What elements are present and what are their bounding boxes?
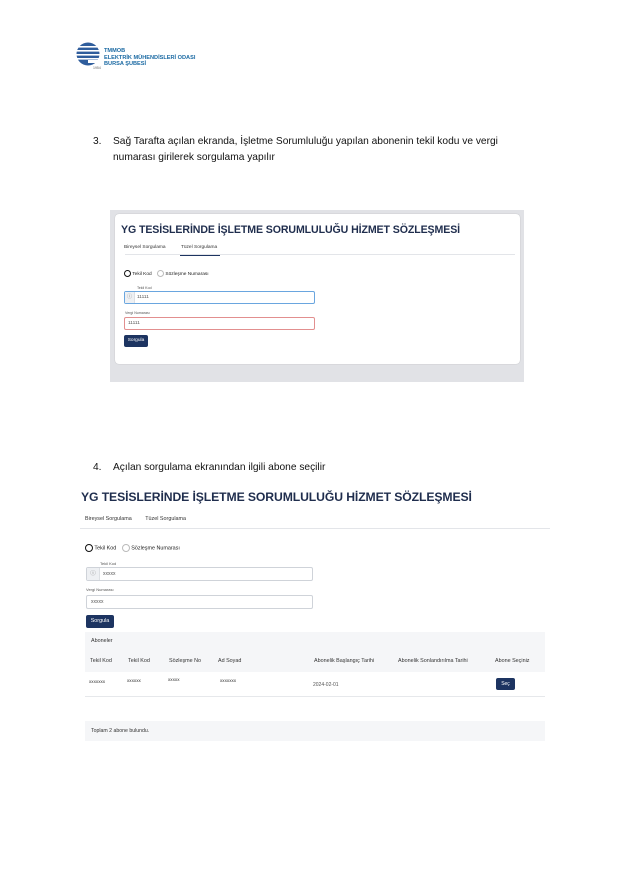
results-tekil-input[interactable] [86, 567, 313, 581]
vergi-value: 11111 [128, 320, 140, 326]
screenshot-results [80, 488, 550, 750]
results-radio-tekil-label: Tekil Kod [94, 545, 117, 552]
col-abone-seciniz: Abone Seçiniz [495, 658, 530, 664]
logo-text [104, 48, 195, 68]
results-footer-panel [85, 721, 545, 741]
screenshot-query-form [110, 210, 524, 382]
tekil-kod-label: Tekil Kod [137, 286, 152, 290]
page-title: YG TESİSLERİNDE İŞLETME SORUMLULUĞU HİZMET SÖZLEŞMESİ [121, 224, 461, 236]
results-radio-sozlesme-label: Sözleşme Numarası [131, 545, 180, 552]
col-sozlesme-no: Sözleşme No [169, 658, 202, 664]
results-tab-individual[interactable]: Bireysel Sorgulama [85, 516, 132, 522]
col-tekil-kod-1: Tekil Kod [90, 658, 112, 664]
logo-line-2: ELEKTRİK MÜHENDİSLERİ ODASI [104, 54, 196, 61]
step-3 [93, 134, 533, 168]
select-button[interactable]: Seç [496, 678, 515, 690]
col-baslangic-tarihi: Abonelik Başlangıç Tarihi [314, 658, 375, 664]
tab-corporate[interactable]: Tüzel Sorgulama [180, 245, 220, 256]
col-sonlandirilma-tarihi: Abonelik Sonlandırılma Tarihi [398, 658, 468, 664]
results-vergi-value: xxxxx [91, 599, 104, 605]
results-tekil-label: Tekil Kod [100, 561, 117, 566]
step-3-line-2: numarası girilerek sorgulama yapılır [113, 152, 275, 163]
vergi-input[interactable] [124, 317, 315, 330]
row-cell-ad-soyad: xxxxxxx [220, 678, 237, 683]
step-4-line-1: Açılan sorgulama ekranından ilgili abone seçilir [113, 462, 326, 473]
step-3-line-1: Sağ Tarafta açılan ekranda, İşletme Sorumluluğu yapılan abonenin tekil kodu ve vergi [113, 136, 498, 147]
tmmob-logo-icon [76, 42, 100, 66]
search-type-radios [124, 270, 209, 277]
col-tekil-kod-2: Tekil Kod [128, 658, 150, 664]
col-ad-soyad: Ad Soyad [218, 658, 242, 664]
results-sorgula-button[interactable]: Sorgula [86, 615, 114, 628]
results-tekil-value: xxxxx [103, 571, 116, 577]
results-radio-sozlesme[interactable] [122, 544, 130, 552]
radio-sozlesme-label: Sözleşme Numarası [165, 271, 209, 277]
info-icon: ⓘ [125, 292, 135, 303]
results-tab-corporate[interactable]: Tüzel Sorgulama [144, 516, 196, 529]
logo-year: 1954 [93, 66, 101, 70]
results-vergi-input[interactable] [86, 595, 313, 609]
results-table-header-panel [85, 632, 545, 672]
tab-individual[interactable]: Bireysel Sorgulama [124, 245, 166, 250]
results-page-title: YG TESİSLERİNDE İŞLETME SORUMLULUĞU HİZMET SÖZLEŞMESİ [81, 490, 472, 504]
logo-line-1: TMMOB [104, 48, 126, 54]
step-4 [93, 460, 533, 476]
row-cell-baslangic: 2024-02-01 [313, 682, 339, 688]
row-cell-tekil-2: xxxxxx [127, 678, 141, 683]
results-vergi-label: Vergi Numarası [86, 587, 114, 592]
row-cell-tekil-1: xxxxxxx [89, 679, 106, 684]
radio-tekil-label: Tekil Kod [132, 271, 152, 277]
results-table-title: Aboneler [91, 638, 113, 644]
results-info-icon: ⓘ [87, 568, 100, 580]
results-tab-divider [80, 528, 550, 529]
vergi-label: Vergi Numarası [125, 311, 150, 315]
step-4-number: 4. [93, 462, 102, 473]
row-cell-sozlesme: xxxxx [168, 677, 180, 682]
sorgula-button[interactable]: Sorgula [124, 335, 148, 347]
results-radio-tekil[interactable] [85, 544, 93, 552]
tab-divider [125, 254, 515, 255]
results-search-type-radios [85, 544, 180, 552]
radio-sozlesme[interactable] [157, 270, 164, 277]
tekil-kod-value: 11111 [137, 294, 149, 300]
step-3-number: 3. [93, 136, 102, 147]
tekil-kod-input[interactable] [124, 291, 315, 304]
radio-tekil-kod[interactable] [124, 270, 131, 277]
results-count-text: Toplam 2 abone bulundu. [91, 728, 150, 734]
logo-line-3: BURSA ŞUBESİ [104, 61, 147, 68]
query-card [115, 214, 520, 364]
